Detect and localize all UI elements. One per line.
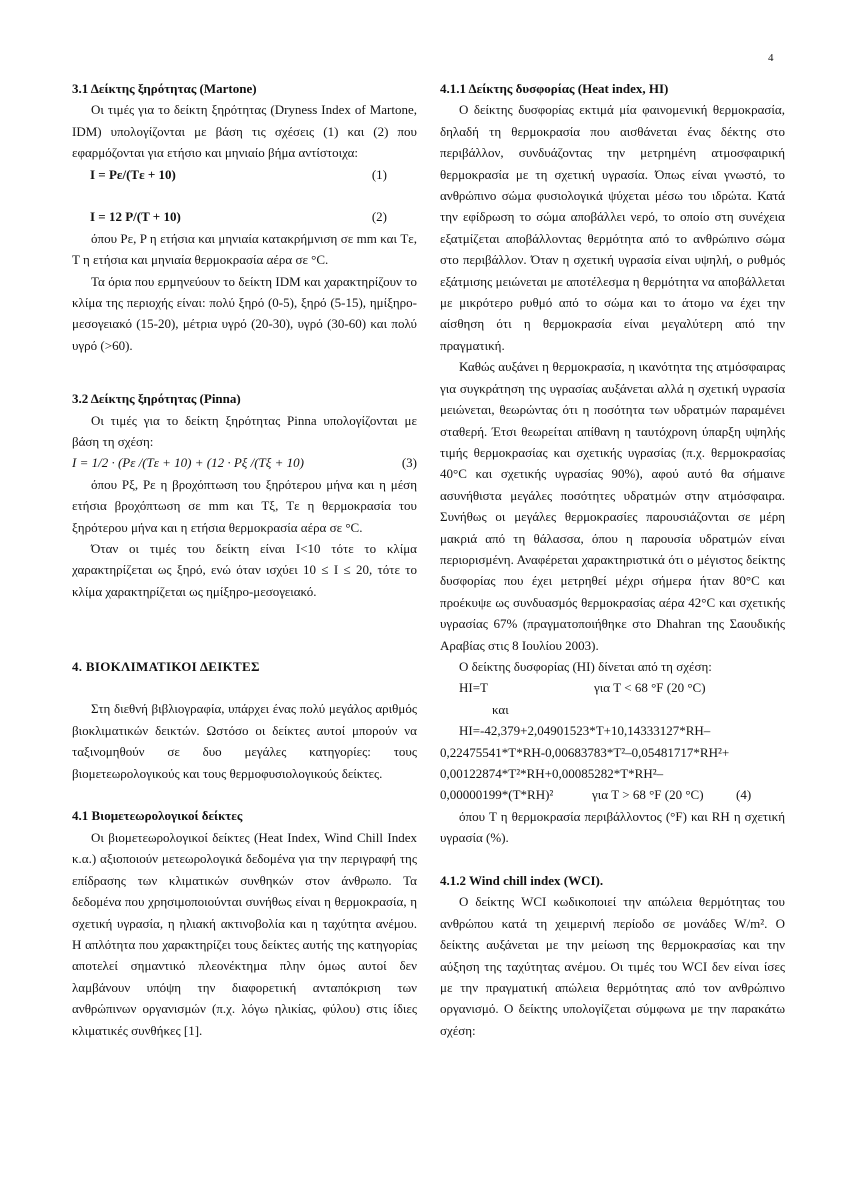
section-3-2-title: 3.2 Δείκτης ξηρότητας (Pinna) [72, 391, 241, 407]
equation-4-number: (4) [736, 787, 752, 803]
equation-1 [72, 164, 417, 185]
section-4-1-2-paragraph-1: Ο δείκτης WCI κωδικοποιεί την απώλεια θερμότητας του ανθρώπου κατά τη χειμερινή περίοδο σε μονάδες W/m². Ο δείκτης αυξάνεται με την μείωση της θερμοκρασίας και την αύξηση της ταχύτητας ανέμου. Οι τιμές του WCI δεν είναι ίσες με την πραγματική απώλεια θερμότητας από τον ανθρώπινο οργανισμό. Ο δείκτης υπολογίζεται σύμφωνα με την παρακάτω σχέση: [440, 894, 785, 1038]
section-4-title: 4. ΒΙΟΚΛΙΜΑΤΙΚΟΙ ΔΕΙΚΤΕΣ [72, 658, 260, 674]
section-3-2-paragraph-3: Όταν οι τιμές του δείκτη είναι I<10 τότε το κλίμα χαρακτηρίζεται ως ξηρό, ενώ όταν ισχύει 10 ≤ I ≤ 20, τότε το κλίμα χαρακτηρίζεται ως ημίξηρο-μεσογειακό. [72, 541, 417, 599]
heat-index-case-1 [440, 677, 785, 698]
section-4-1-paragraph-1: Οι βιομετεωρολογικοί δείκτες (Heat Index, Wind Chill Index κ.α.) αξιοποιούν μετεωρολογικά δεδομένα για την περιγραφή της επίδρασης των κλιματικών συνθηκών στον άνθρωπο. Τα δεδομένα που χρησιμοποιούνται συνήθως είναι η θερμοκρασία, η σχετική υγρασία, η ηλιακή ακτινοβολία και η ταχύτητα ανέμου. Η απλότητα που χαρακτηρίζει τους δείκτες αυτής της κατηγορίας αποτελεί σημαντικό πλεονέκτημα πλην όμως αυτοί δεν λαμβάνουν υπόψη την διαφορετική ανταπόκριση των ανθρώπινων οργανισμών (π.χ. λόγω ηλικίας, φύλου) στις ίδιες κλιματικές συνθήκες [1]. [72, 829, 417, 1038]
equation-1-formula: I = Pε/(Tε + 10) [90, 166, 176, 182]
equation-3-formula: I = 1/2 · (Pε /(Tε + 10) + (12 · Pξ /(Tξ + 10) [72, 455, 304, 471]
section-4-1-title: 4.1 Βιομετεωρολογικοί δείκτες [72, 808, 243, 824]
equation-2-number: (2) [371, 209, 387, 225]
section-3-2-paragraph-1: Οι τιμές για το δείκτη ξηρότητας Pinna υπολογίζονται με βάση τη σχέση: [72, 412, 417, 450]
heat-index-formula-line-1: HI=-42,379+2,04901523*T+10,14333127*RH– [459, 723, 711, 739]
section-4-1-1-paragraph-4: όπου T η θερμοκρασία περιβάλλοντος (°F) και RH η σχετική υγρασία (%). [440, 808, 785, 846]
section-4-1-2-title: 4.1.2 Wind chill index (WCI). [440, 872, 604, 888]
equation-2 [72, 206, 417, 227]
section-4-1-1-paragraph-1: Ο δείκτης δυσφορίας εκτιμά μία φαινομενική θερμοκρασία, δηλαδή τη θερμοκρασία που αισθάνεται ένας δέκτης στο περιβάλλον, συνδυάζοντας την μετρημένη ατμοσφαιρική θερμοκρασία με τη σχετική υγρασία. Όπως είναι γνωστό, το ανθρώπινο σώμα φυσιολογικά ψύχεται μέσω του ιδρώτα. Κατά την εφίδρωση το σώμα αποβάλλει νερό, το οποίο στη συνέχεια εξατμίζεται αποβάλλοντας θερμότητα από το ανθρώπινο σώμα στο περιβάλλον. Όταν η σχετική υγρασία είναι υψηλή, ο ρυθμός εξάτμισης μειώνεται με αποτέλεσμα η θερμότητα να αποβάλλεται με μικρότερο ρυθμό από το σώμα και το άτομο να έχει την αίσθηση ότι η θερμοκρασία είναι μεγαλύτερη από την πραγματική. [440, 102, 785, 353]
section-3-1-paragraph-1: Οι τιμές για το δείκτη ξηρότητας (Dryness Index of Martone, IDM) υπολογίζονται με βάση τις σχέσεις (1) και (2) που εφαρμόζονται για ετήσιο και μηνιαίο βήμα αντίστοιχα: [72, 102, 417, 161]
heat-index-case-1-condition: για T < 68 °F (20 °C) [594, 680, 706, 696]
heat-index-formula-line-4 [440, 784, 785, 805]
equation-2-formula: I = 12 P/(T + 10) [90, 209, 181, 225]
equation-3-number: (3) [401, 455, 417, 471]
section-4-paragraph-1: Στη διεθνή βιβλιογραφία, υπάρχει ένας πολύ μεγάλος αριθμός βιοκλιματικών δεικτών. Ωστόσο οι δείκτες αυτοί μπορούν να ταξινομηθούν σε δυο μεγάλες κατηγορίες: τους βιομετεωρολογικούς και τους θερμοφυσιολογικούς δείκτες. [72, 701, 417, 781]
right-column [440, 78, 785, 1041]
left-column [72, 78, 417, 1041]
heat-index-formula-line-3: 0,00122874*T²*RH+0,00085282*T*RH²– [440, 765, 664, 781]
equation-1-number: (1) [371, 166, 387, 182]
page-number: 4 [768, 52, 774, 64]
heat-index-formula-line-2: 0,22475541*T*RH-0,00683783*T²–0,05481717*RH²+ [440, 744, 730, 760]
section-3-1-paragraph-3: Τα όρια που ερμηνεύουν το δείκτη IDM και χαρακτηρίζουν το κλίμα της περιοχής είναι: πολύ ξηρό (0-5), ξηρό (5-15), ημίξηρο-μεσογειακό (15-20), μέτρια υγρό (20-30), υγρό (30-60) και πολύ υγρό (>60). [72, 273, 417, 353]
equation-3 [72, 452, 417, 473]
section-3-2-paragraph-2: όπου Pξ, Pε η βροχόπτωση του ξηρότερου μήνα και η μέση ετήσια βροχόπτωση σε mm και Tξ, Tε η θερμοκρασία του ξηρότερου μήνα και η ετήσια θερμοκρασία αέρα σε °C. [72, 476, 417, 535]
section-3-1-paragraph-2: όπου Pε, P η ετήσια και μηνιαία κατακρήμνιση σε mm και Tε, T η ετήσια και μηνιαία θερμοκρασία αέρα σε °C. [72, 230, 417, 268]
heat-index-formula-line-4-expression: 0,00000199*(T*RH)² [440, 787, 554, 803]
heat-index-case-1-expression: HI=T [459, 680, 488, 696]
section-4-1-1-paragraph-3: Ο δείκτης δυσφορίας (HI) δίνεται από τη σχέση: [459, 658, 712, 674]
heat-index-case-2-condition: για T > 68 °F (20 °C) [592, 787, 704, 803]
section-4-1-1-title: 4.1.1 Δείκτης δυσφορίας (Heat index, HI) [440, 81, 669, 96]
heat-index-and: και [492, 701, 509, 717]
section-3-1-title: 3.1 Δείκτης ξηρότητας (Martone) [72, 81, 257, 96]
section-4-1-1-paragraph-2: Καθώς αυξάνει η θερμοκρασία, η ικανότητα της ατμόσφαιρας για συγκράτηση της υγρασίας αυξάνεται αλλά η σχετική υγρασία μειώνεται, θεωρώντας ότι η ποσότητα των υδρατμών παραμένει σταθερή. Έτσι θεωρείται απίθανη η ταυτόχρονη ύπαρξη υψηλής τιμής θερμοκρασίας και σχετικής υγρασίας (π.χ. θερμοκρασίας 40°C και σχετικής υγρασίας 90%), αφού αυτό θα σήμαινε ασυνήθιστα μεγάλες ποσότητες υδρατμών στην ατμόσφαιρα. Συνήθως οι μεγάλες θερμοκρασίες παρουσιάζονται σε μέρη μακριά από τη θάλασσα, όπου η παρουσία υδρατμών είναι περιορισμένη. Αναφέρεται χαρακτηριστικά ότι ο μέγιστος δείκτης δυσφορίας που έχει μετρηθεί μέχρι σήμερα ήταν 80°C και προέκυψε ως συνδυασμός θερμοκρασίας αέρα 42°C και σχετικής υγρασίας 67% (πραγματοποιήθηκε στο Dhahran της Σαουδικής Αραβίας στις 8 Ιουλίου 2003). [440, 359, 785, 653]
